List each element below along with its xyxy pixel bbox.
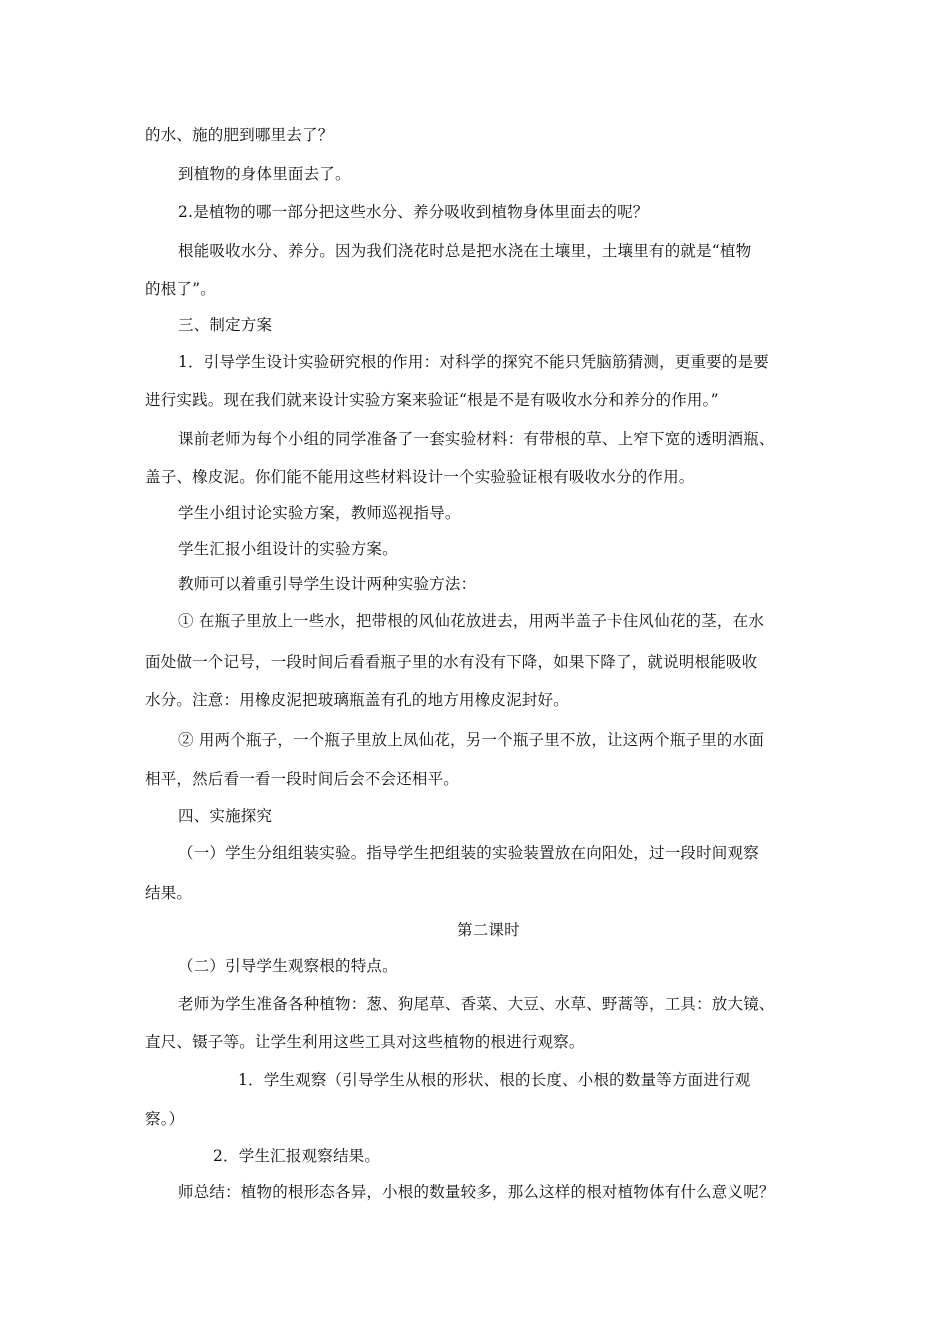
paragraph-line: 学生汇报小组设计的实验方案。 bbox=[178, 540, 398, 558]
paragraph-line: 学生小组讨论实验方案，教师巡视指导。 bbox=[178, 504, 461, 522]
paragraph-line: （二）引导学生观察根的特点。 bbox=[178, 957, 398, 975]
paragraph-line: 1．学生观察（引导学生从根的形状、根的长度、小根的数量等方面进行观 bbox=[238, 1071, 751, 1089]
paragraph-line: 的水、施的肥到哪里去了？ bbox=[145, 126, 334, 144]
paragraph-line: 根能吸收水分、养分。因为我们浇花时总是把水浇在土壤里，土壤里有的就是“植物 bbox=[178, 242, 752, 260]
paragraph-line: 察。） bbox=[145, 1110, 185, 1128]
paragraph-line: 到植物的身体里面去了。 bbox=[178, 165, 351, 183]
paragraph-line: 1．引导学生设计实验研究根的作用：对科学的探究不能只凭脑筋猜测，更重要的是要 bbox=[178, 353, 769, 371]
paragraph-line: 老师为学生准备各种植物：葱、狗尾草、香菜、大豆、水草、野蒿等，工具：放大镜、 bbox=[178, 995, 775, 1013]
paragraph-line: 直尺、镊子等。让学生利用这些工具对这些植物的根进行观察。 bbox=[145, 1033, 585, 1051]
paragraph-line: 面处做一个记号，一段时间后看看瓶子里的水有没有下降，如果下降了，就说明根能吸收 bbox=[145, 653, 758, 671]
section-heading: 三、制定方案 bbox=[178, 316, 273, 334]
paragraph-line: ② 用两个瓶子，一个瓶子里放上凤仙花，另一个瓶子里不放，让这两个瓶子里的水面 bbox=[178, 731, 765, 749]
paragraph-line: 2.是植物的哪一部分把这些水分、养分吸收到植物身体里面去的呢？ bbox=[178, 203, 649, 221]
paragraph-line: 教师可以着重引导学生设计两种实验方法： bbox=[178, 575, 477, 593]
paragraph-line: 2．学生汇报观察结果。 bbox=[213, 1147, 381, 1165]
paragraph-line: 结果。 bbox=[145, 884, 193, 902]
paragraph-line: 相平，然后看一看一段时间后会不会还相平。 bbox=[145, 770, 460, 788]
paragraph-line: 水分。注意：用橡皮泥把玻璃瓶盖有孔的地方用橡皮泥封好。 bbox=[145, 691, 569, 709]
section-heading: 四、实施探究 bbox=[178, 807, 273, 825]
paragraph-line: ① 在瓶子里放上一些水，把带根的风仙花放进去，用两半盖子卡住风仙花的茎，在水 bbox=[178, 612, 765, 630]
paragraph-line: 进行实践。现在我们就来设计实验方案来验证“根是不是有吸收水分和养分的作用。” bbox=[145, 391, 719, 409]
paragraph-line: 课前老师为每个小组的同学准备了一套实验材料：有带根的草、上窄下宽的透明酒瓶、 bbox=[178, 430, 775, 448]
paragraph-line: 师总结：植物的根形态各异，小根的数量较多，那么这样的根对植物体有什么意义呢？ bbox=[178, 1183, 775, 1201]
paragraph-line: 盖子、橡皮泥。你们能不能用这些材料设计一个实验验证根有吸收水分的作用。 bbox=[145, 468, 695, 486]
paragraph-line: 的根了”。 bbox=[145, 280, 216, 298]
lesson-heading: 第二课时 bbox=[457, 921, 520, 939]
paragraph-line: （一）学生分组组装实验。指导学生把组装的实验装置放在向阳处，过一段时间观察 bbox=[178, 844, 759, 862]
